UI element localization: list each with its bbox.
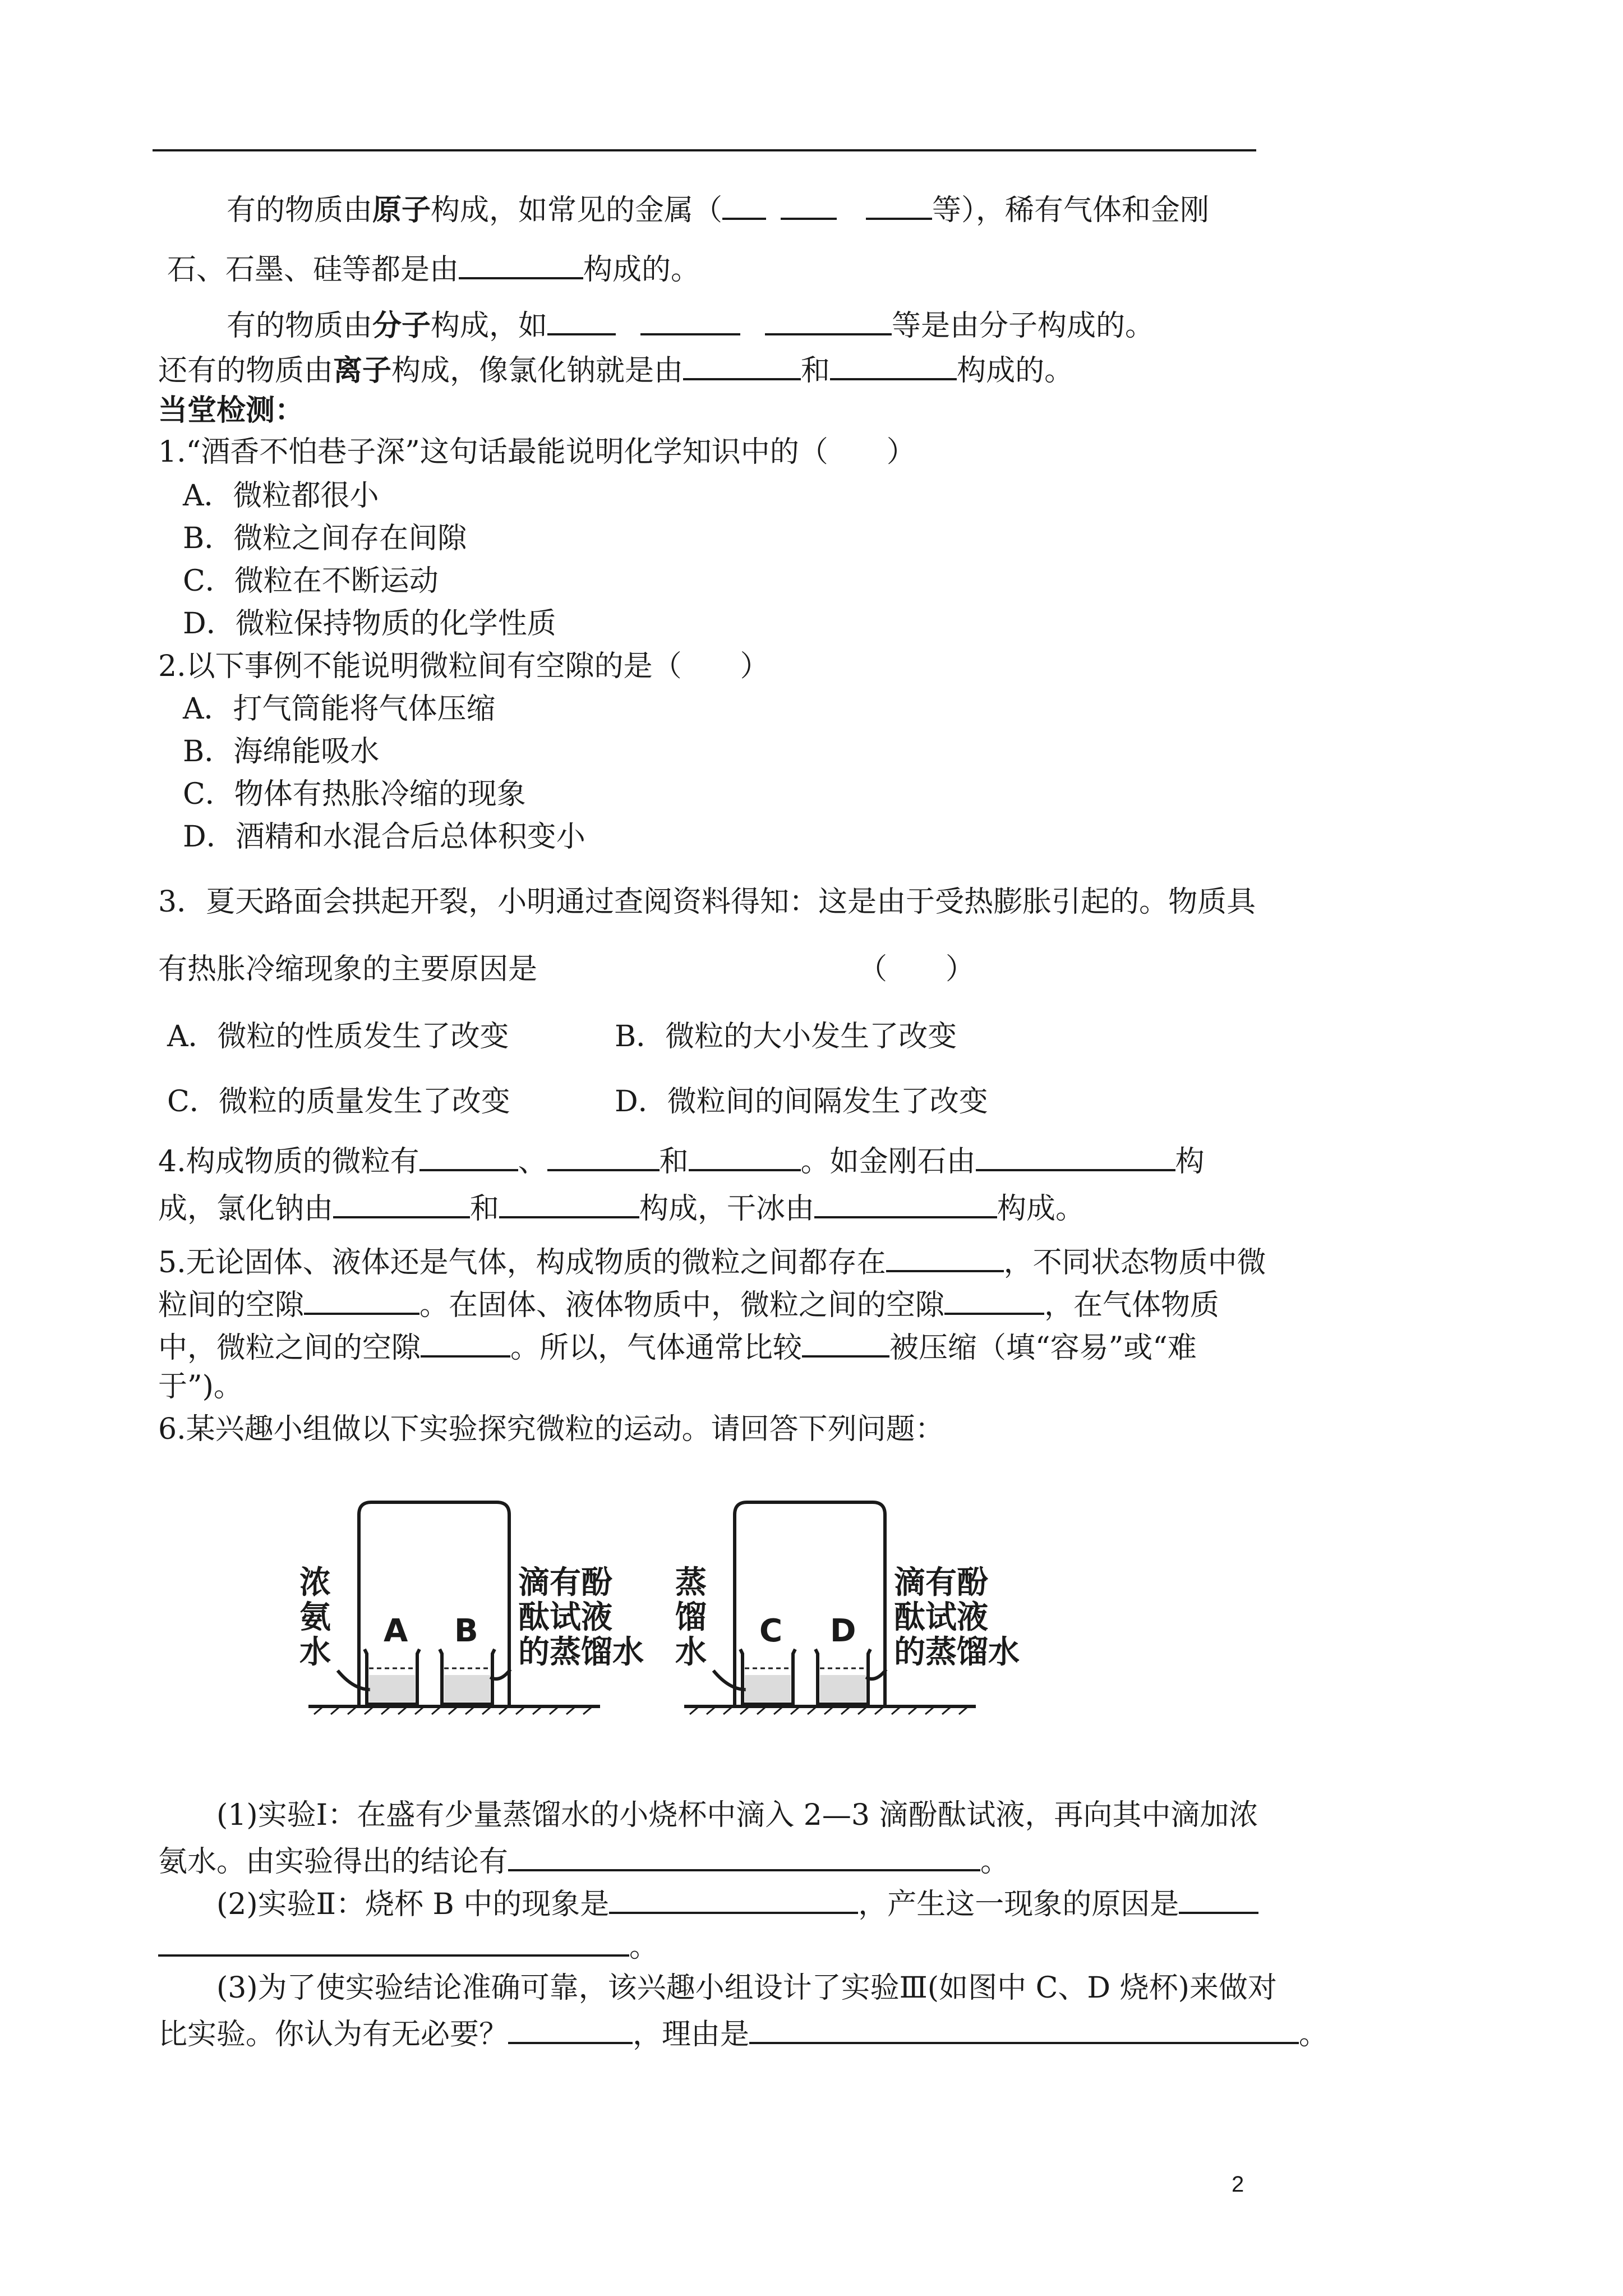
q6-part1-line-1: (1)实验Ⅰ：在盛有少量蒸馏水的小烧杯中滴入 2—3 滴酚酞试液，再向其中滴加浓 xyxy=(216,1798,1258,1832)
intro-line-3 xyxy=(227,304,1154,344)
beaker-c-label: C xyxy=(759,1613,783,1649)
blank-reason-2[interactable] xyxy=(749,2013,1299,2044)
right-liquid-label-2: 馏 xyxy=(675,1599,707,1636)
q4-line-1 xyxy=(158,1140,1205,1180)
text: 有的物质由 xyxy=(227,309,373,343)
keyword-molecule: 分子 xyxy=(372,309,431,343)
blank-molecule-1[interactable] xyxy=(547,304,616,335)
text: ，在气体物质 xyxy=(1044,1289,1220,1322)
q5-line-1 xyxy=(158,1241,1266,1281)
blank-gap-diff[interactable] xyxy=(304,1283,419,1315)
text: 石、石墨、硅等都是由 xyxy=(167,253,459,287)
q5-line-3 xyxy=(158,1326,1197,1366)
q1-stem: 1.“酒香不怕巷子深”这句话最能说明化学知识中的（ ） xyxy=(158,435,916,469)
blank-ion-1[interactable] xyxy=(683,349,801,380)
q3-stem-2 xyxy=(158,951,975,987)
blank-metal-2[interactable] xyxy=(781,188,837,220)
q6-part2-line-2 xyxy=(158,1925,658,1965)
text: 。在固体、液体物质中，微粒之间的空隙 xyxy=(419,1289,945,1322)
intro-line-2 xyxy=(167,248,700,288)
q2-option-d[interactable]: D．酒精和水混合后总体积变小 xyxy=(183,820,585,854)
blank-gap-solid[interactable] xyxy=(944,1283,1044,1315)
text: 构成的。 xyxy=(583,253,700,287)
q1-option-b[interactable]: B．微粒之间存在间隙 xyxy=(183,522,467,555)
text: 等是由分子构成的。 xyxy=(892,309,1155,343)
blank-atom[interactable] xyxy=(459,248,583,279)
q4-line-2 xyxy=(158,1187,1085,1227)
beaker-d-label: D xyxy=(830,1613,856,1649)
q2-option-b[interactable]: B．海绵能吸水 xyxy=(183,735,380,769)
beaker-a-label: A xyxy=(384,1613,408,1649)
header-rule xyxy=(153,149,1256,151)
blank-gap[interactable] xyxy=(886,1241,1004,1272)
text: 。 xyxy=(1299,2018,1329,2051)
blank-particle-3[interactable] xyxy=(689,1140,801,1171)
blank-nacl-2[interactable] xyxy=(499,1187,639,1218)
left-liquid-label-2: 氨 xyxy=(299,1599,331,1636)
q2-option-c[interactable]: C．物体有热胀冷缩的现象 xyxy=(183,777,526,811)
q3-option-c[interactable]: C．微粒的质量发生了改变 xyxy=(167,1085,510,1119)
text: 。如金刚石由 xyxy=(800,1145,976,1179)
blank-molecule-2[interactable] xyxy=(640,304,740,335)
section-title: 当堂检测： xyxy=(158,393,305,427)
blank-reason[interactable] xyxy=(158,1925,629,1957)
page-number: 2 xyxy=(1232,2172,1244,2197)
text: 构成，干冰由 xyxy=(639,1192,815,1226)
left-solution-label-2: 酞试液 xyxy=(518,1599,612,1636)
text: 氨水。由实验得出的结论有 xyxy=(158,1845,509,1879)
text: (2)实验Ⅱ：烧杯 B 中的现象是 xyxy=(216,1888,610,1921)
text: 成，氯化钠由 xyxy=(158,1192,334,1226)
text: 构 xyxy=(1175,1145,1205,1179)
blank-compress[interactable] xyxy=(802,1326,889,1358)
text: ，不同状态物质中微 xyxy=(1003,1246,1266,1280)
right-solution-label-3: 的蒸馏水 xyxy=(894,1634,1020,1671)
text: 构成，如常见的金属（ xyxy=(431,194,723,227)
intro-line-4 xyxy=(158,349,1073,389)
left-solution-label-3: 的蒸馏水 xyxy=(518,1634,644,1671)
text: 被压缩（填“容易”或“难 xyxy=(889,1331,1197,1365)
blank-particle-1[interactable] xyxy=(419,1140,518,1171)
q6-part3-line-1: (3)为了使实验结论准确可靠，该兴趣小组设计了实验Ⅲ(如图中 C、D 烧杯)来做对 xyxy=(216,1971,1277,2005)
q2-stem: 2.以下事例不能说明微粒间有空隙的是（ ） xyxy=(158,650,769,683)
text: 等），稀有气体和金刚 xyxy=(932,194,1210,227)
left-solution-label-1: 滴有酚 xyxy=(518,1565,612,1601)
blank-molecule-3[interactable] xyxy=(765,304,892,335)
text: 和 xyxy=(801,354,831,388)
q6-stem: 6.某兴趣小组做以下实验探究微粒的运动。请回答下列问题： xyxy=(158,1412,944,1446)
text: 有热胀冷缩现象的主要原因是 xyxy=(158,953,538,986)
q3-option-a[interactable]: A．微粒的性质发生了改变 xyxy=(167,1020,509,1053)
text: 构成的。 xyxy=(957,354,1074,388)
text: 构成，如 xyxy=(431,309,548,343)
left-liquid-label-1: 浓 xyxy=(299,1565,331,1601)
blank-nacl-1[interactable] xyxy=(333,1187,470,1218)
text: 。 xyxy=(980,1845,1010,1879)
text: 和 xyxy=(470,1192,500,1226)
text: 和 xyxy=(659,1145,689,1179)
text: 粒间的空隙 xyxy=(158,1289,305,1322)
text: 中，微粒之间的空隙 xyxy=(158,1331,421,1365)
intro-line-1 xyxy=(227,188,1209,228)
q1-option-c[interactable]: C．微粒在不断运动 xyxy=(183,564,439,598)
text: 还有的物质由 xyxy=(158,354,334,388)
blank-conclusion[interactable] xyxy=(508,1840,980,1871)
blank-particle-2[interactable] xyxy=(547,1140,660,1171)
blank-metal-1[interactable] xyxy=(722,188,766,220)
q1-option-d[interactable]: D．微粒保持物质的化学性质 xyxy=(183,607,556,641)
q6-part3-line-2 xyxy=(158,2013,1328,2053)
keyword-atom: 原子 xyxy=(372,193,431,227)
blank-diamond[interactable] xyxy=(976,1140,1175,1171)
text: 。 xyxy=(629,1930,659,1964)
q5-line-2 xyxy=(158,1283,1219,1323)
q2-option-a[interactable]: A．打气筒能将气体压缩 xyxy=(183,692,496,726)
q6-part1-line-2 xyxy=(158,1840,1009,1880)
q1-option-a[interactable]: A．微粒都很小 xyxy=(183,479,379,513)
text: 4.构成物质的微粒有 xyxy=(158,1145,419,1179)
q3-option-b[interactable]: B．微粒的大小发生了改变 xyxy=(615,1020,957,1053)
left-liquid-label-3: 水 xyxy=(299,1634,331,1671)
text: ，理由是 xyxy=(633,2018,750,2051)
text: 构成。 xyxy=(997,1192,1085,1226)
text: 有的物质由 xyxy=(227,194,373,227)
right-liquid-label-3: 水 xyxy=(675,1634,707,1671)
blank-dry-ice[interactable] xyxy=(814,1187,997,1218)
q3-option-d[interactable]: D．微粒间的间隔发生了改变 xyxy=(615,1085,988,1119)
right-solution-label-1: 滴有酚 xyxy=(894,1565,988,1601)
text: 构成，像氯化钠就是由 xyxy=(391,354,684,388)
beaker-b-label: B xyxy=(454,1613,478,1649)
q3-stem-1: 3．夏天路面会拱起开裂，小明通过查阅资料得知：这是由于受热膨胀引起的。物质具 xyxy=(158,885,1256,919)
answer-paren[interactable]: （ ） xyxy=(858,953,975,986)
experiment-figure xyxy=(292,1481,1032,1728)
right-solution-label-2: 酞试液 xyxy=(894,1599,988,1636)
q5-line-4: 于”)。 xyxy=(158,1370,243,1404)
text: 比实验。你认为有无必要？ xyxy=(158,2018,509,2051)
text: 5.无论固体、液体还是气体，构成物质的微粒之间都存在 xyxy=(158,1246,886,1280)
text: 、 xyxy=(518,1145,547,1179)
blank-metal-3[interactable] xyxy=(866,188,932,220)
blank-gap-gas[interactable] xyxy=(421,1326,510,1358)
blank-ion-2[interactable] xyxy=(830,349,957,380)
blank-reason-start[interactable] xyxy=(1179,1883,1258,1914)
text: 。所以，气体通常比较 xyxy=(510,1331,803,1365)
text: ，产生这一现象的原因是 xyxy=(858,1888,1179,1921)
blank-necessary[interactable] xyxy=(508,2013,633,2044)
blank-phenomenon[interactable] xyxy=(609,1883,858,1914)
right-liquid-label-1: 蒸 xyxy=(675,1565,707,1601)
keyword-ion: 离子 xyxy=(333,353,392,388)
q6-part2-line-1 xyxy=(216,1883,1258,1922)
